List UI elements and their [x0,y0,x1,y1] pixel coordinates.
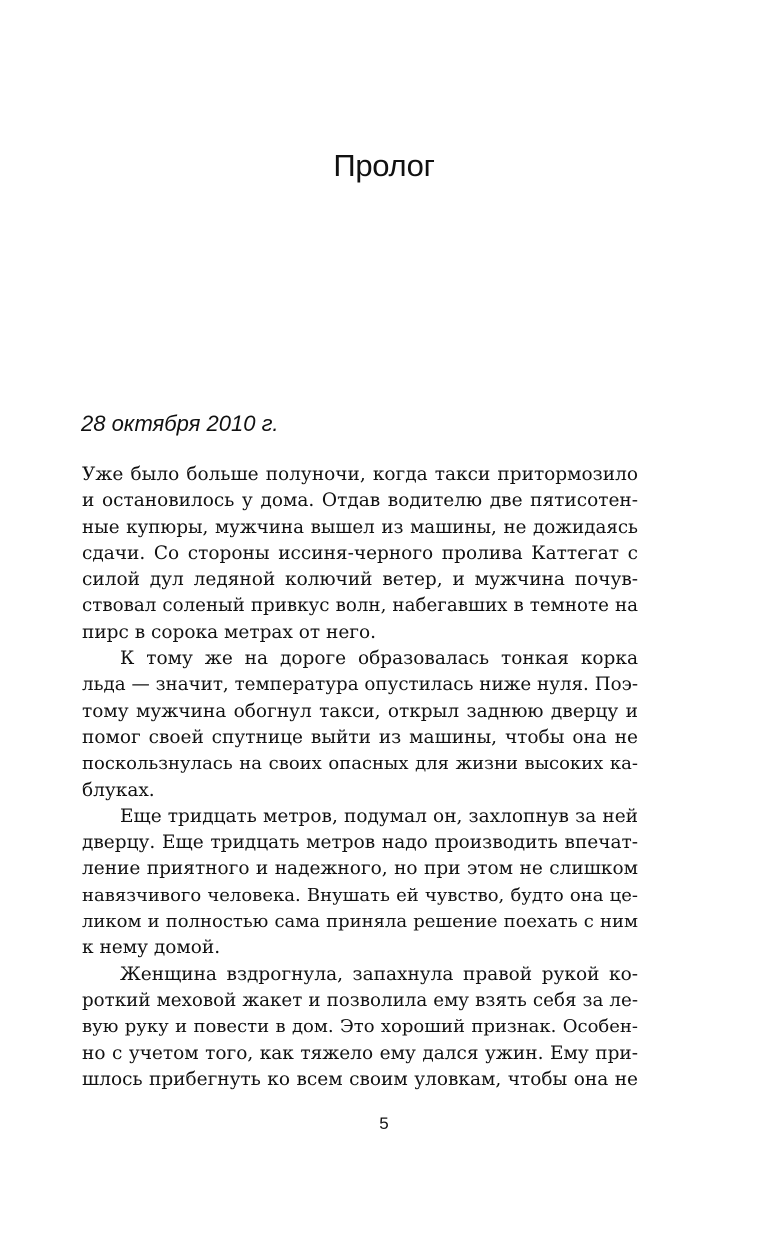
chapter-date: 28 октября 2010 г. [81,411,279,436]
text-line: сдачи. Со стороны иссиня-черного пролива Каттегат с [82,542,638,564]
text-line: силой дул ледяной колючий ветер, и мужчина почув- [82,569,638,591]
text-line: К тому же на дороге образовалась тонкая корка [120,648,638,670]
text-line: вую руку и повести в дом. Это хороший признак. Особен- [82,1016,638,1038]
text-line: ление приятного и надежного, но при этом не слишком [82,858,638,880]
text-line: и остановилось у дома. Отдав водителю две пятисотен- [82,490,638,512]
text-line: блуках. [82,779,155,801]
text-line: Уже было больше полуночи, когда такси притормозило [82,464,638,485]
text-line: ные купюры, мужчина вышел из машины, не дожидаясь [82,516,638,538]
text-line: шлось прибегнуть ко всем своим уловкам, чтобы она не [82,1068,638,1090]
text-line: Женщина вздрогнула, запахнула правой рукой ко- [120,963,638,985]
text-line: дверцу. Еще тридцать метров надо производить впечат- [82,832,638,854]
chapter-title: Пролог [333,148,435,183]
text-line: ствовал соленый привкус волн, набегавших в темноте на [82,595,638,617]
text-line: пирс в сорока метрах от него. [82,621,376,643]
text-line: но с учетом того, как тяжело ему дался ужин. Ему при- [82,1042,638,1064]
text-line: навязчивого человека. Внушать ей чувство, будто она це- [82,884,638,906]
text-line: тому мужчина обогнул такси, открыл заднюю дверцу и [82,700,638,722]
text-line: Еще тридцать метров, подумал он, захлопнув за ней [120,805,638,827]
text-line: роткий меховой жакет и позволила ему взять себя за ле- [82,989,638,1011]
page-number: 5 [379,1114,389,1133]
text-line: к нему домой. [82,937,221,959]
text-line: ликом и полностью сама приняла решение поехать с ним [82,911,638,933]
text-line: помог своей спутнице выйти из машины, чтобы она не [82,726,638,748]
body-text [82,462,638,1093]
text-line: поскользнулась на своих опасных для жизни высоких ка- [82,753,638,775]
text-line: льда — значит, температура опустилась ниже нуля. Поэ- [82,674,638,696]
